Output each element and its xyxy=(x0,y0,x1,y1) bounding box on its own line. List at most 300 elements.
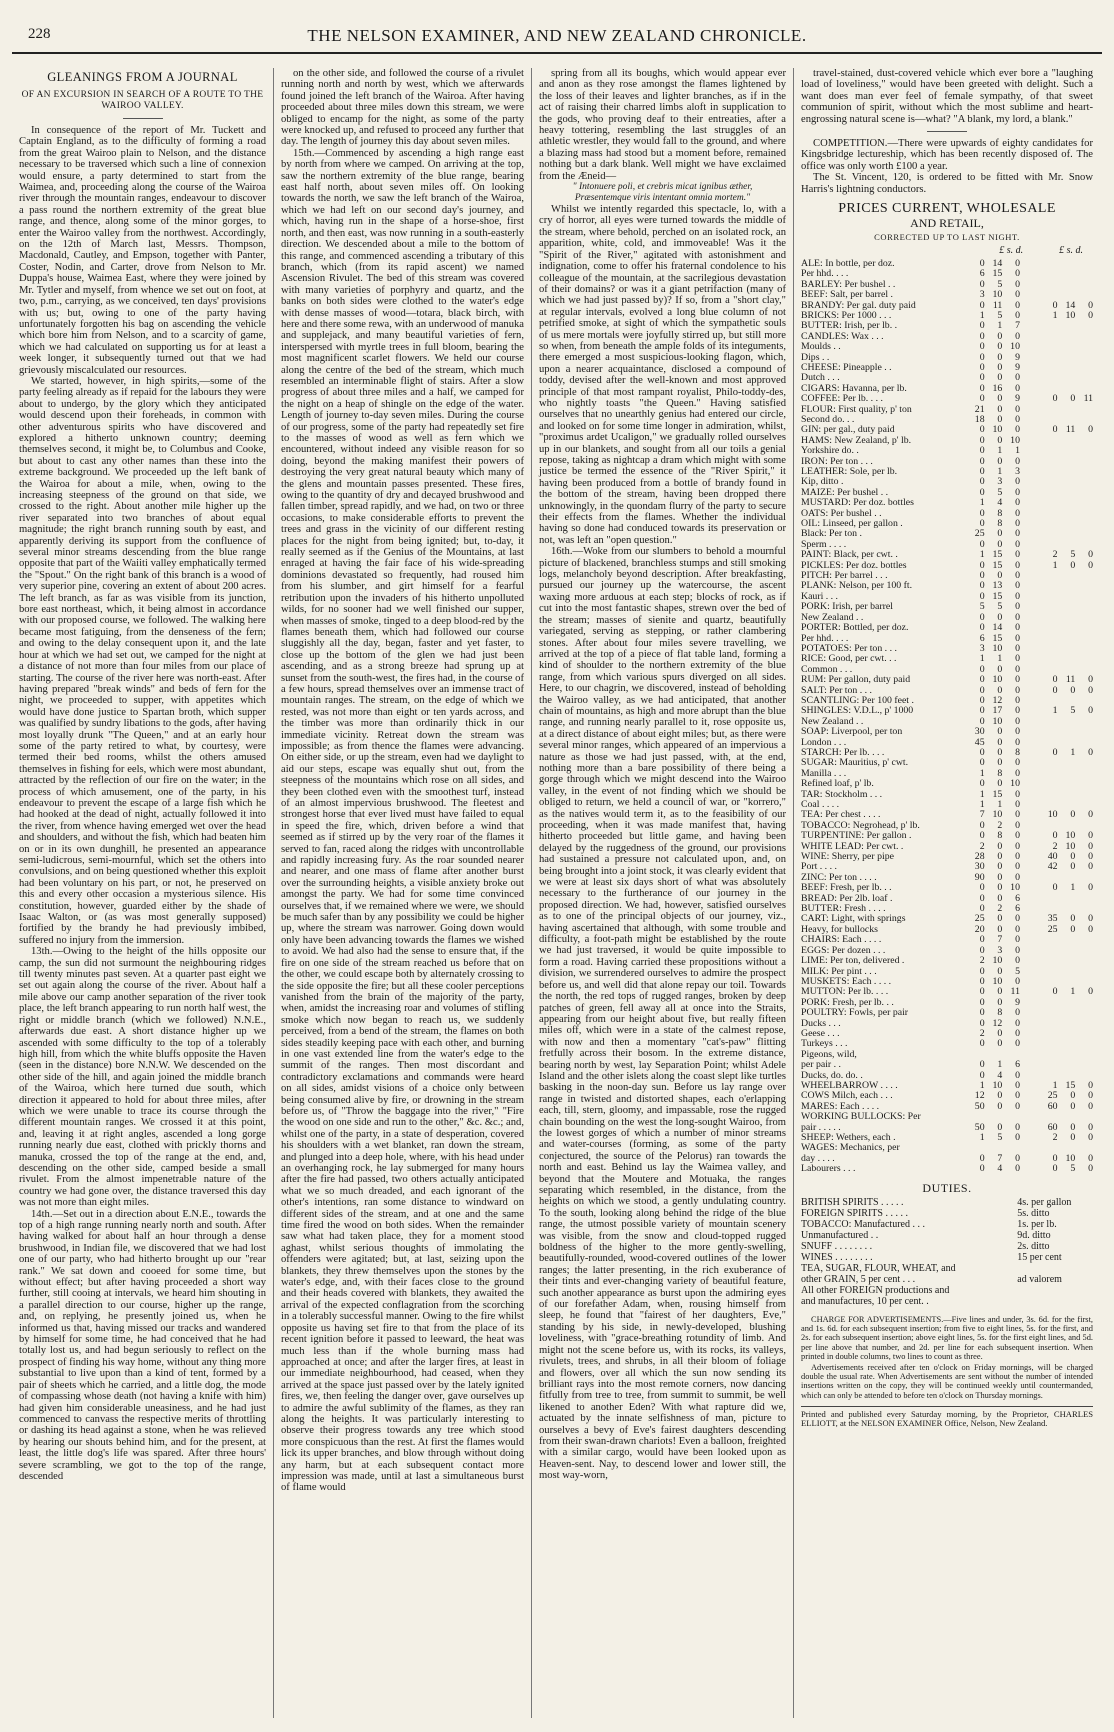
price-value: 0 xyxy=(979,892,985,904)
price-item: HAMS: New Zealand, p' lb. xyxy=(801,435,912,446)
article-paragraph: Whilst we intently regarded this spectacle, lo, with a cry of horror, all eyes were turned towards the middle of the stream, where behold, perched on an isolated rock, an apparition, white, cold, and immoveable! Was it the "Spirit of the River," agitated with astonishment and indignation, come to offer his fraternal condolence to his colleague of the mountain, at the sacrilegious devastation of their domains? or was it a giant petrifaction (many of which we had just passed by)? If so, from a "short clay," at regular intervals, evolved a long blue column of not petrified smoke, at sight of which the sympathetic souls of us mere mortals were joyfully stirred up, but still more so when, from beneath the ample folds of its integuments, there emerged a most suspicious-looking flagon, which, upon a nearer acquaintance, disclosed a compound of toddy, devised after the well-known and most approved principle of that most rampant royalist, Philo-toddy-des, who nightly toasts "the Queen." Having satisfied ourselves that no unearthly genius had entered our circle, and looked on for some time longer in admiration, whilst, "proximus ardet Ucaligon," we gradually rolled ourselves up in our blankets, and sought from all our toils a genial repose, taking as nightcap a dram which might with some justice be termed the essence of the "River Spirit," it having been produced from a bottle of brandy found in the bottom of the stream, having been dropped there unknowingly, in the quondam flurry of the party to secure their effects from the flames. Whether the individual having so done had conduced towards its preservation or not, was left an "open question." xyxy=(539,204,786,546)
price-value: 35 xyxy=(1047,913,1058,925)
price-row xyxy=(801,446,1093,456)
price-value: 0 xyxy=(1015,549,1020,561)
page-number: 228 xyxy=(28,26,51,42)
price-value: 0 xyxy=(1015,1027,1020,1039)
price-item: GIN: per gal., duty paid xyxy=(801,425,895,436)
price-value: 1 xyxy=(1052,705,1058,717)
price-value: 0 xyxy=(1015,1121,1020,1133)
masthead: THE NELSON EXAMINER, AND NEW ZEALAND CHRONICLE. xyxy=(307,26,807,45)
price-value xyxy=(1040,613,1058,623)
price-value: 0 xyxy=(1088,1121,1093,1133)
price-value xyxy=(1058,654,1076,664)
price-value: 0 xyxy=(979,393,985,405)
price-value: 3 xyxy=(979,289,985,301)
price-gap xyxy=(1020,446,1040,456)
price-value xyxy=(1058,457,1076,467)
price-value: 0 xyxy=(979,830,985,842)
price-value: 0 xyxy=(997,663,1003,675)
price-value: 10 xyxy=(1010,434,1020,446)
price-gap xyxy=(1020,748,1040,758)
price-value xyxy=(1040,519,1058,529)
price-item: IRON: Per ton . . . xyxy=(801,456,873,467)
price-value xyxy=(1040,509,1058,519)
price-value: 0 xyxy=(997,913,1003,925)
price-value: 1 xyxy=(1070,882,1076,894)
price-value xyxy=(1058,602,1076,612)
price-gap xyxy=(1020,321,1040,331)
price-value xyxy=(1040,498,1058,508)
price-value: 0 xyxy=(1088,809,1093,821)
price-gap xyxy=(1020,623,1040,633)
price-value xyxy=(1075,956,1093,966)
price-row xyxy=(801,1019,1093,1029)
price-value: 11 xyxy=(1010,986,1020,998)
price-value xyxy=(1040,935,1058,945)
price-value: 0 xyxy=(1088,840,1093,852)
price-value: 2 xyxy=(1052,549,1058,561)
price-value: 0 xyxy=(1015,726,1020,738)
price-gap xyxy=(1020,384,1040,394)
price-item: TEA: Per chest . . . . xyxy=(801,810,881,821)
price-value xyxy=(1058,519,1076,529)
price-item: Turkeys . . . xyxy=(801,1039,848,1050)
price-value: 1 xyxy=(997,445,1003,457)
price-value: 0 xyxy=(1015,684,1020,696)
price-value: 1 xyxy=(979,309,985,321)
price-value: 3 xyxy=(1015,466,1020,477)
price-value: 50 xyxy=(974,1121,985,1133)
price-gap xyxy=(1020,779,1040,789)
price-value: 0 xyxy=(1088,746,1093,758)
price-value xyxy=(1058,779,1076,789)
price-row xyxy=(801,779,1093,789)
price-item: WINE: Sherry, per pipe xyxy=(801,852,894,863)
price-gap xyxy=(1020,613,1040,623)
price-value: 0 xyxy=(979,372,985,384)
price-value: 5 xyxy=(997,1132,1003,1143)
price-gap xyxy=(1020,373,1040,383)
price-gap xyxy=(1020,769,1040,779)
duty-rate xyxy=(1017,1296,1093,1307)
price-item: COFFEE: Per lb. . . . xyxy=(801,394,883,405)
price-value: 6 xyxy=(1015,903,1020,915)
price-value xyxy=(1040,634,1058,644)
price-value xyxy=(1075,269,1093,279)
price-value xyxy=(1058,727,1076,737)
price-gap xyxy=(1020,269,1040,279)
price-value: 0 xyxy=(1015,455,1020,467)
price-value: 10 xyxy=(992,809,1003,821)
price-value: 0 xyxy=(979,1059,985,1071)
price-item: PLANK: Nelson, per 100 ft. xyxy=(801,581,913,592)
price-item: COWS Milch, each . . . xyxy=(801,1091,893,1102)
price-value: 0 xyxy=(1070,851,1076,863)
prices-title: PRICES CURRENT, WHOLESALE xyxy=(838,201,1056,217)
price-value xyxy=(1058,290,1076,300)
price-value: 5 xyxy=(1070,549,1076,561)
price-row xyxy=(801,405,1093,415)
price-value: 5 xyxy=(979,601,985,613)
price-value: 0 xyxy=(997,570,1003,582)
price-value: 1 xyxy=(997,466,1003,477)
price-value: 0 xyxy=(979,486,985,498)
price-gap xyxy=(1020,363,1040,373)
price-value xyxy=(1058,998,1076,1008)
price-gap xyxy=(1020,311,1040,321)
price-row xyxy=(801,1123,1093,1133)
price-value: 0 xyxy=(979,674,985,686)
price-row xyxy=(801,394,1093,404)
price-value: 0 xyxy=(997,965,1003,977)
price-value: 0 xyxy=(997,538,1003,550)
price-value xyxy=(1058,613,1076,623)
price-value: 0 xyxy=(997,736,1003,748)
price-value xyxy=(1058,592,1076,602)
price-value: 0 xyxy=(1015,1100,1020,1112)
price-value xyxy=(1058,644,1076,654)
price-item: BREAD: Per 2lb. loaf . xyxy=(801,893,893,904)
price-value: 1 xyxy=(979,1079,985,1091)
price-value: 0 xyxy=(1088,1152,1093,1164)
price-row xyxy=(801,706,1093,716)
price-value: 15 xyxy=(992,268,1003,280)
unit-label: £ s. d. xyxy=(1059,245,1083,257)
price-value: 21 xyxy=(974,403,985,415)
price-value: 12 xyxy=(992,1017,1003,1029)
price-value xyxy=(1058,1019,1076,1029)
price-value: 20 xyxy=(974,923,985,935)
price-item: Kauri . . . xyxy=(801,591,839,602)
price-value xyxy=(1058,769,1076,779)
price-value: 0 xyxy=(979,559,985,571)
price-value: 0 xyxy=(1015,382,1020,394)
price-value: 11 xyxy=(1083,393,1093,405)
price-value: 0 xyxy=(979,1152,985,1164)
price-value: 3 xyxy=(997,476,1003,488)
price-value: 0 xyxy=(997,996,1003,1008)
price-value: 0 xyxy=(1015,601,1020,613)
price-gap xyxy=(1020,488,1040,498)
price-value: 0 xyxy=(979,455,985,467)
price-value: 0 xyxy=(1015,486,1020,498)
price-value: 0 xyxy=(1015,538,1020,550)
price-gap xyxy=(1020,1071,1040,1081)
price-gap xyxy=(1020,1008,1040,1018)
price-value: 0 xyxy=(1015,497,1020,509)
article-paragraph: spring from all its boughs, which would appear ever and anon as they rose amongst the flames lightened by the loss of their leaves and lighter branches, as if in the act of raising their charred limbs aloft in supplication to the gods, who proving deaf to their entreaties, after a heavy tottering, resembling the last struggles of an athletic wrestler, they would fall to the ground, and where a blazing mass had stood but a moment before, remained nothing but a dark blank. Well might we have exclaimed from the Æneid— xyxy=(539,68,786,182)
price-item: pair . . . . . xyxy=(801,1122,841,1133)
price-value: 25 xyxy=(1047,1090,1058,1102)
price-value xyxy=(1058,894,1076,904)
price-row xyxy=(801,321,1093,331)
price-value: 0 xyxy=(1088,549,1093,561)
price-value xyxy=(1040,290,1058,300)
price-gap xyxy=(1020,738,1040,748)
price-value xyxy=(1075,353,1093,363)
price-row xyxy=(801,477,1093,487)
price-value xyxy=(1075,602,1093,612)
price-value: 10 xyxy=(992,289,1003,301)
price-value: 0 xyxy=(979,684,985,696)
duty-row xyxy=(801,1263,1093,1274)
price-value: 0 xyxy=(1015,913,1020,925)
price-value: 9 xyxy=(1015,996,1020,1008)
price-value xyxy=(1058,1060,1076,1070)
price-item: CART: Light, with springs xyxy=(801,914,906,925)
price-item: CHAIRS: Each . . . . xyxy=(801,935,882,946)
price-value: 0 xyxy=(979,965,985,977)
price-value: 0 xyxy=(979,382,985,394)
price-value xyxy=(1040,571,1058,581)
price-value: 0 xyxy=(979,611,985,623)
price-value: 0 xyxy=(979,1038,985,1050)
price-value: 0 xyxy=(1088,1079,1093,1091)
price-gap xyxy=(1020,1164,1040,1174)
price-value xyxy=(1040,529,1058,539)
price-value xyxy=(1075,488,1093,498)
price-value: 0 xyxy=(997,330,1003,342)
price-gap xyxy=(1020,561,1040,571)
price-gap xyxy=(1020,1112,1040,1122)
price-row xyxy=(801,748,1093,758)
price-value: 7 xyxy=(997,1152,1003,1164)
price-value: 10 xyxy=(1010,341,1020,353)
price-value xyxy=(1058,373,1076,383)
article-paragraph: We started, however, in high spirits,—some of the party feeling already as if repaid for the labours they were about to undergo, by the glory which they anticipated would descend upon their foreheads, in common with other adventurous spirits who have discovered and explored a hitherto unknown country; deeming themselves second, it might be, to Columbus and Cooke, but about to cast any other names than these into the extreme background. We proceeded up the left bank of the Wairoa for about a mile, when, owing to the increasing steepness of the ground on that side, we crossed to the right. About another mile higher up the river separated into two branches of about equal magnitude; the right branch running south by east, and apparently deriving its support from the confluence of several minor streams descending from the blue range opposite that part of the Waiiti valley emphatically termed the "Spout." On the right bank of this branch is a wood of very superior pine, covering an extent of about 200 acres. The left branch, as far as was visible from its junction, bore east northeast, which, it being almost in accordance with our proposed course, we followed. The walking here became most fatiguing, from the denseness of the fern; and owing to the delay consequent upon it, and the late hour at which we had set out, we camped for the night at a distance of not more than four miles from our place of starting. The course of the river here was north-east. After having prepared "break winds" and beds of fern for the night, we proceeded to supper, with appetites which would have done justice to Spartan broth, which supper was qualified by sundry libations to the gods, after having most loyally drunk "The Queen," and at an early hour some of the party retired to what, by courtesy, were termed their bed rooms, whilst the others amused themselves in fishing for eels, which were most abundant, attracted by the reflection of our fire on the water; in the process of which amusement, one of the party, in his endeavour to prevent the escape of a large fish which he had hooked at the dead of night, actually followed it into the river, from whence having emerged wet over the head and shoulders, and without the fish, which had beaten him on or in its own dunghill, he presented an appearance semi-ludicrous, semi-mournful, which set the others into convulsions, and on being questioned whether this exploit had been voluntary on his part, or not, he preserved on this and every other occasion a mysterious silence. His constitution, however, guarded either by the shade of Isaac Walton, or (as was most generally supposed) fortified by the brandy he had previously imbibed, suffered no injury from the immersion. xyxy=(19,375,266,946)
price-value xyxy=(1075,790,1093,800)
price-value xyxy=(1058,280,1076,290)
price-value: 0 xyxy=(1015,1132,1020,1143)
price-value: 10 xyxy=(992,955,1003,967)
price-row xyxy=(801,967,1093,977)
price-item: BEEF: Fresh, per lb. . . xyxy=(801,883,892,894)
price-value xyxy=(1058,935,1076,945)
price-value: 10 xyxy=(1065,1152,1076,1164)
divider xyxy=(123,118,163,119)
price-value: 13 xyxy=(992,580,1003,592)
price-gap xyxy=(1020,1091,1040,1101)
article-paragraph: 13th.—Owing to the height of the hills opposite our camp, the sun did not surmount the neighbouring ridges till twenty minutes past seven. At a quarter past eight we set out again along the course of the river. About half a mile above our camp another separation of the river took place, the left branch appearing to run north half west, the right or middle branch (which we followed) N.N.E., afterwards due east. A short distance higher up we ascended with some difficulty to the top of a tolerably high hill, from which the white bluffs opposite the Haven (seen in the distance) bore N.N.W. We descended on the other side of the hill, and again joined the middle branch of the Wairoa, which here turned due south, which direction it appeared to hold for about three miles, after which we were unable to trace its course through the different mountain ranges. We crossed it at this point, and, leaving it at right angles, ascended a long gorge running nearly due east, clothed with prickly thorns and manuka, crossed the top of the range at the end, and, descending on the other side, camped beside a small rivulet. From the almost impenetrable nature of the country we had gone over, the distance traversed this day was not more than eight miles. xyxy=(19,946,266,1209)
price-row xyxy=(801,956,1093,966)
price-value: 0 xyxy=(1015,955,1020,967)
price-value: 1 xyxy=(997,799,1003,810)
duty-rate: 4s. per gallon xyxy=(1017,1197,1072,1209)
price-value: 0 xyxy=(1052,882,1058,894)
price-value: 0 xyxy=(1088,986,1093,998)
price-value xyxy=(1040,946,1058,956)
price-item: BRICKS: Per 1000 . . . xyxy=(801,310,892,321)
price-value: 11 xyxy=(992,299,1003,311)
price-row xyxy=(801,758,1093,768)
price-gap xyxy=(1020,914,1040,924)
price-value: 2 xyxy=(979,840,985,852)
price-row xyxy=(801,862,1093,872)
price-value xyxy=(1058,342,1076,352)
price-value xyxy=(1075,1039,1093,1049)
price-value xyxy=(1058,967,1076,977)
price-row xyxy=(801,790,1093,800)
price-row xyxy=(801,290,1093,300)
price-item: OIL: Linseed, per gallon . xyxy=(801,519,903,530)
prices-subtitle: AND RETAIL, xyxy=(910,216,984,231)
price-gap xyxy=(1020,394,1040,404)
price-value: 0 xyxy=(1015,871,1020,883)
price-value xyxy=(1058,353,1076,363)
price-value: 0 xyxy=(1015,1007,1020,1019)
price-value: 8 xyxy=(997,1007,1003,1019)
price-value xyxy=(1040,623,1058,633)
price-value: 0 xyxy=(997,851,1003,863)
price-item: day . . . . xyxy=(801,1153,835,1164)
price-value xyxy=(1058,498,1076,508)
price-row xyxy=(801,1008,1093,1018)
price-row xyxy=(801,925,1093,935)
prices-table xyxy=(801,259,1093,1175)
price-value: 5 xyxy=(997,486,1003,498)
price-value: 0 xyxy=(979,570,985,582)
price-item: CHEESE: Pineapple . . xyxy=(801,362,892,373)
price-value: 0 xyxy=(979,934,985,946)
price-gap xyxy=(1020,467,1040,477)
price-row xyxy=(801,1143,1093,1153)
duty-row xyxy=(801,1219,1093,1230)
divider xyxy=(927,131,967,132)
price-value xyxy=(1075,436,1093,446)
price-gap xyxy=(1020,425,1040,435)
page-header xyxy=(12,22,1102,54)
price-value xyxy=(1058,956,1076,966)
price-value xyxy=(1040,373,1058,383)
price-value: 0 xyxy=(997,986,1003,998)
price-value: 0 xyxy=(1070,1090,1076,1102)
price-row xyxy=(801,810,1093,820)
price-item: ALE: In bottle, per doz. xyxy=(801,258,895,269)
price-value: 0 xyxy=(1015,570,1020,582)
price-value: 5 xyxy=(1070,1163,1076,1175)
article-paragraph: 15th.—Commenced by ascending a high range east by north from where we camped. On arriving at the top, saw the northern extremity of the blue range, bearing east half north, about seven miles off. On looking towards the north, we saw the left branch of the Wairoa, which we had left on our second day's journey, and which, having run in the shape of a horse-shoe, first north, and then east, was now running in a south-easterly direction. We descended about a mile to the bottom of this range, and commenced ascending a tributary of this branch, which (from its rapid ascent) we named Ascension Rivulet. The bed of this stream was covered with many varieties of porphyry and quartz, and the banks on both sides were clothed to the water's edge with dense masses of wood—totara, black birch, with here and there some rewa, with an underwood of manuka and supplejack, and many beautiful varieties of fern, interspersed with myrtle trees in full bloom, bearing the most magnificent scarlet flowers. We held our course along the centre of the bed of the stream, which much resembled an interminable flight of stairs. After a slow progress of about three miles and a half, we camped for the night on a heap of shingle on the edge of the water. Length of journey to-day seven miles. During the course of our progress, some of the party had repeatedly set fire to the masses of wood as well as fern which we encountered, without indeed any visible reason for so doing, beyond the making manifest their powers of destroying the very great natural beauty which many of the glens and mountain passes presented. These fires, owing to the quantity of dry and decayed brushwood and fallen timber, spread rapidly, and we had, on two or three occasions, to make considerable efforts to prevent the trees and grass in the vicinity of our different resting places for the night from being ignited; but, to-day, it really seemed as if the Genius of the Mountains, at last enraged at having the fair face of his wide-spreading dominions devastated so frequently, had roused him from his slumber, and girt himself for a fearful retribution upon the invaders of his hitherto unpolluted wilds, for no sooner had we well finished our supper, when masses of smoke, tinged to a deep blood-red by the flames beneath them, which had followed our course sluggishly all the day, began, faster and yet faster, to close up the bottom of the glen we had just been ascending, and as a strong breeze had sprung up at sunset from the south-west, the fires had, in the course of a few hours, spread themselves over an immense tract of mountain ranges. The stream, on the edge of which we rested, was not more than eight or ten yards across, and the timber was more than ordinarily thick in our immediate vicinity. Retreat down the stream was impossible; as from thence the flames were advancing. On either side, or up the stream, even had we daylight to aid our steps, escape was equally shut out, from the steepness of the mountains which rose on all sides, and they been clothed even with the smoothest turf, instead of an almost impervious brushwood. The fleetest and strongest horse that ever lived must have failed to equal in speed the fire, which, driven before a wind that seemed as if stirred up by the very roar of the flames it served to fan, raced along the ridges with uncontrollable and rapidly increasing fury. As the roar sounded nearer and nearer, and one mass of flame after another burst over the surrounding heights, a visible anxiety broke out amongst the party. We had for some time convinced ourselves that, if we remained where we were, we should be much safer than by any possibility we could be higher up, where the stream was narrower. Going down would only have been advancing towards the flames we wished to avoid. We had also had the sense to ensure that, if the fire on one side of the stream reached us before that on the other, we could escape both by alternately crossing to the side opposite the fire; but all these cooler perceptions vanished from the brain of the majority of the party, when, amidst the increasing roar and volumes of stifling smoke which now began to reach us, we suddenly perceived, from a bend of the stream, the flames on both sides steadily keeping pace with each other, and burning in one vast extended line from the water's edge to the summit of the ranges. Then most discordant and contradictory exclamations and commands were heard on all sides, amidst visions of a choice only between being consumed alive by fire, or drowning in the stream before us, of "Throw the baggage into the river," "Fire the wood on one side and run to the other," &c. &c.; and, whilst one of the party, in a state of desperation, covered his shoulders with a wet blanket, ran down the stream, and plunged into a deep hole, where, with his head under an overhanging rock, he lay submerged for many hours after the fire had passed, two others actually anticipated what we so much dreaded, and each ignorant of the other's intentions, ran some distance to windward on different sides of the stream, and at one and the same time fired the wood on both sides. When the remainder saw what had taken place, they for a moment stood aghast, whilst serious thoughts of immolating the offenders were agitated; but, at last, seizing upon the blankets, they threw themselves upon the stones by the water's edge, and, with their faces close to the ground and their heads covered with blankets, they awaited the arrival of the expected conflagration from the scorching in a tolerably successful manner. Owing to the fire whilst opposite us having set fire to that from the place of its recent ignition before it passed to leeward, the heat was much less than if the whole burning mass had approached at once; and after the larger fires, at least in our immediate neighbourhood, had ceased, when they arrived at the space just passed over by the lately ignited fires, we, then feeling the danger over, gave ourselves up to admire the awful sublimity of the flames, as they ran along the heights. It was particularly interesting to observe their progress towards any tree which stood more conspicuous than the rest. At first the flames would lick its upper branches, and blow through without doing any harm, but at each subsequent contact more impression was made, until at last a simultaneous burst of flame would xyxy=(281,147,524,1494)
price-value: 9 xyxy=(1015,393,1020,405)
price-item: PAINT: Black, per cwt. . xyxy=(801,550,898,561)
price-row xyxy=(801,561,1093,571)
price-value: 0 xyxy=(997,746,1003,758)
price-value xyxy=(1040,727,1058,737)
price-value xyxy=(1075,717,1093,727)
price-value xyxy=(1058,790,1076,800)
price-value: 0 xyxy=(997,871,1003,883)
price-value: 0 xyxy=(1052,424,1058,436)
price-item: Labourers . . . xyxy=(801,1164,856,1175)
price-row xyxy=(801,644,1093,654)
duty-row xyxy=(801,1197,1093,1208)
price-item: TOBACCO: Negrohead, p' lb. xyxy=(801,820,920,831)
price-value xyxy=(1058,436,1076,446)
price-value: 0 xyxy=(1052,986,1058,998)
price-row xyxy=(801,634,1093,644)
price-row xyxy=(801,769,1093,779)
notices xyxy=(801,1315,1093,1429)
price-value xyxy=(1075,1008,1093,1018)
price-value: 0 xyxy=(1015,663,1020,675)
prices-units xyxy=(801,245,1093,256)
price-value: 0 xyxy=(997,403,1003,415)
duty-item: BRITISH SPIRITS . . . . . xyxy=(801,1197,904,1209)
price-gap xyxy=(1020,571,1040,581)
price-value: 0 xyxy=(979,580,985,592)
price-row xyxy=(801,280,1093,290)
article-paragraph: 14th.—Set out in a direction about E.N.E., towards the top of a high range running nearly north and south. After having walked for about half an hour through a dense brushwood, in Indian file, we discovered that we had lost one of our party, who had hitherto brought up our "rear rank." We sat down and cooeed for some time, but without effect; but after having proceeded a short way further, still cooing at intervals, we heard him shouting in a parallel direction to our course, higher up the range, and, on replying, he presently joined us, when he informed us that, having missed our tracks and wandered by himself for some time, he had conceived that he had totally lost us, and had begun seriously to reflect on the prospect of finding his way home, without any thing more substantial to live upon than a kind of tent, formed by a pair of sheets which he carried, and a little dog, the mode of compassing whose death (not having a knife with him) had given him considerable uneasiness, and he had just commenced to canvass the respective merits of throttling or dashing its head against a stone, when he was relieved by hearing our shouts behind him, and for the present, at least, the little dog's life was spared. After three hours' severe scrambling, we got to the top of the range, descended xyxy=(19,1208,266,1482)
price-value xyxy=(1075,613,1093,623)
price-value: 0 xyxy=(1088,851,1093,863)
price-value xyxy=(1058,529,1076,539)
duty-item: TEA, SUGAR, FLOUR, WHEAT, and xyxy=(801,1263,956,1275)
price-value: 4 xyxy=(997,1069,1003,1081)
price-row xyxy=(801,425,1093,435)
price-value: 5 xyxy=(997,309,1003,321)
article-paragraph: In consequence of the report of Mr. Tuckett and Captain England, as to the difficulty of forming a road from the great Wairoo plain to Nelson, and the distance necessary to be traversed which such a line of connexion would ensure, a party determined to start from the Waimea, and, proceeding along the course of the Wairoa river through the mountain ranges, endeavour to discover a pass round the northern extremity of the great blue range, and thence, along some of the minor gorges, to enter the Wairoo valley from the northwest. Accordingly, on the 12th of March last, Messrs. Thompson, Macdonald, Cautley, and Empson, together with Panter, Coster, Nodin, and Carter, drove from Nelson to Mr. Duppa's house, Waimea East, where they were joined by Mr. Tytler and myself, from whence we set out on foot, at two, p.m., carrying, as we conceived, ten days' provisions with us; but, owing to one of the party having unfortunately forgotten his bag on ascending the vehicle which bore him from Nelson, and to a scarcity of game, which we had calculated on supporting us for at least a week longer, it subsequently turned out that we had grievously miscalculated our resources. xyxy=(19,125,266,376)
price-value: 2 xyxy=(979,1027,985,1039)
duty-rate: ad valorem xyxy=(1017,1274,1062,1286)
price-value: 10 xyxy=(992,674,1003,686)
price-row xyxy=(801,363,1093,373)
price-value: 1 xyxy=(979,788,985,800)
price-value: 0 xyxy=(1088,674,1093,686)
price-value xyxy=(1058,332,1076,342)
price-value: 10 xyxy=(1065,840,1076,852)
price-value xyxy=(1075,758,1093,768)
price-row xyxy=(801,342,1093,352)
price-value: 6 xyxy=(1015,892,1020,904)
price-value xyxy=(1075,519,1093,529)
price-gap xyxy=(1020,894,1040,904)
price-value: 0 xyxy=(979,424,985,436)
duty-row xyxy=(801,1252,1093,1263)
price-value xyxy=(1040,477,1058,487)
duty-rate: 5s. ditto xyxy=(1017,1208,1050,1220)
price-row xyxy=(801,415,1093,425)
price-value: 11 xyxy=(1065,424,1076,436)
price-value: 1 xyxy=(979,767,985,779)
advertising-charges: CHARGE FOR ADVERTISEMENTS.—Five lines and under, 3s. 6d. for the first, and 1s. 6d. for each subsequent insertion; from five to eight lines, 5s. for the first, and 2s. for each subsequent insertion; above eight lines, 5s. for the first eight lines, and 5d. per line above that number, and 2d. per line for each subsequent insertion. When printed in double columns, two lines to count as three. xyxy=(801,1315,1093,1361)
price-gap xyxy=(1020,540,1040,550)
price-value xyxy=(1058,321,1076,331)
price-row xyxy=(801,1050,1093,1060)
price-item: Coal . . . . xyxy=(801,800,840,810)
price-value: 0 xyxy=(1088,861,1093,873)
price-value: 10 xyxy=(992,975,1003,987)
column-4 xyxy=(794,68,1100,1718)
price-row xyxy=(801,998,1093,1008)
price-item: EGGS: Per dozen . . . xyxy=(801,945,886,956)
price-gap xyxy=(1020,831,1040,841)
price-item: Moulds . . xyxy=(801,342,841,353)
price-value: 0 xyxy=(1015,611,1020,623)
price-value: 7 xyxy=(979,809,985,821)
price-value: 0 xyxy=(1015,653,1020,665)
price-gap xyxy=(1020,581,1040,591)
duty-row xyxy=(801,1285,1093,1296)
price-value: 0 xyxy=(1015,476,1020,488)
price-item: WHITE LEAD: Per cwt. . xyxy=(801,841,904,852)
price-row xyxy=(801,665,1093,675)
price-value: 0 xyxy=(1015,851,1020,863)
price-value: 0 xyxy=(1088,882,1093,894)
price-value: 0 xyxy=(1015,289,1020,301)
price-value: 0 xyxy=(1015,528,1020,540)
price-value: 0 xyxy=(997,726,1003,738)
price-value: 0 xyxy=(1070,923,1076,935)
